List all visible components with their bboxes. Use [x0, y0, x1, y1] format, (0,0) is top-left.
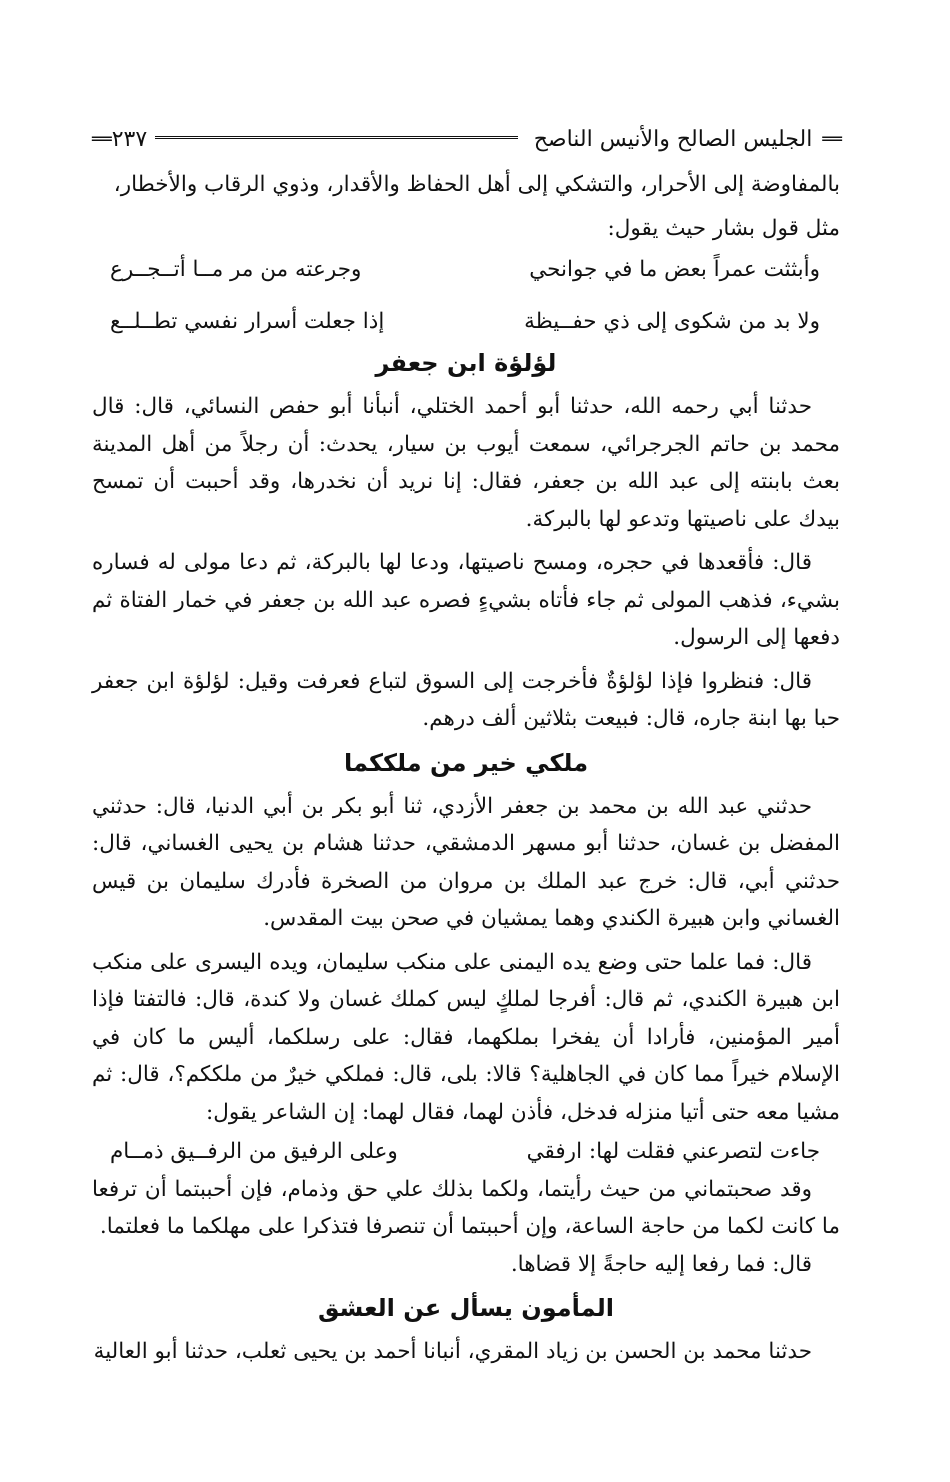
paragraph: حدثنا أبي رحمه الله، حدثنا أبو أحمد الختلي، أنبأنا أبو حفص النسائي، قال: قال محمد بن حاتم الجرجرائي، سمعت أيوب بن سيار، يحدث: أن رجلاً من أهل المدينة بعث بابنته إلى عبد الله بن جعفر، فقال: إنا نريد أن نخدرها، وقد أحببت أن تمسح بيدك على ناصيتها وتدعو لها بالبركة. [92, 394, 840, 532]
poem-verse-2 [92, 303, 840, 341]
paragraph: حدثني عبد الله بن محمد بن جعفر الأزدي، ثنا أبو بكر بن أبي الدنيا، قال: حدثني المفضل بن غسان، حدثنا أبو مسهر الدمشقي، حدثنا هشام بن يحيى الغساني، قال: حدثني أبي، قال: خرج عبد الملك بن مروان من الصخرة فأدرك سليمان بن قيس الغساني وابن هبيرة الكندي وهما يمشيان في صحن بيت المقدس. [92, 793, 840, 931]
page-number: ٢٣٧ [111, 126, 148, 152]
intro-line-1: بالمفاوضة إلى الأحرار، والتشكي إلى أهل الحفاظ والأقدار، وذوي الرقاب والأخطار، [113, 172, 840, 197]
section-heading: لؤلؤة ابن جعفر [375, 349, 557, 377]
verse-hemistich-left: وعلى الرفيق من الرفــيق ذمــام [110, 1139, 398, 1164]
paragraph: حدثنا محمد بن الحسن بن زياد المقري، أنبانا أحمد بن يحيى ثعلب، حدثنا أبو العالية [93, 1339, 812, 1364]
paragraph: قال: فما علما حتى وضع يده اليمنى على منكب سليمان، ويده اليسرى على منكب ابن هبيرة الكندي، ثم قال: أفرجا لملكٍ ليس كملك غسان ولا كندة، قال: فالتفتا فإذا أمير المؤمنين، فأرادا أن يفخرا بملكهما، فقال: على رسلكما، أليس ما كان في الإسلام خيراً مما كان في الجاهلية؟ قالا: بلى، قال: فملكي خيرٌ من ملككم؟، قال: ثم مشيا معه حتى أتيا منزله فدخل، فأذن لهما، فقال لهما: إن الشاعر يقول: [92, 949, 840, 1125]
paragraph: قال: فنظروا فإذا لؤلؤةٌ فأخرجت إلى السوق لتباع فعرفت وقيل: لؤلؤة ابن جعفر حبا بها ابنة جاره، قال: فبيعت بثلاثين ألف درهم. [92, 668, 840, 731]
poem-verse-3 [92, 1133, 840, 1171]
intro-line-2: مثل قول بشار حيث يقول: [607, 215, 840, 241]
paragraph: قال: فأقعدها في حجره، ومسح ناصيتها، ودعا لها بالبركة، ثم دعا مولى له فساره بشيء، فذهب المولى ثم جاء فأتاه بشيءٍ فصره عبد الله بن جعفر في خمار الفتاة ثم دفعها إلى الرسول. [92, 550, 840, 650]
verse-hemistich-left: وجرعته من مر مــا أتــجــرع [110, 257, 362, 282]
header-rule-right: ══ [822, 128, 840, 150]
section-heading: ملكي خير من ملككما [343, 748, 589, 777]
header-title: الجليس الصالح والأنيس الناصح [533, 126, 813, 152]
verse-hemistich-right: جاءت لتصرعني فقلت لها: ارفقي [526, 1139, 820, 1164]
page-body [92, 166, 840, 1377]
section-heading: المأمون يسأل عن العشق [318, 1294, 614, 1322]
running-header [92, 122, 840, 156]
header-rule-middle [155, 136, 518, 142]
verse-hemistich-right: ولا بد من شكوى إلى ذي حفــيظة [524, 308, 820, 334]
header-rule-left: ══ [92, 128, 110, 150]
verse-hemistich-right: وأبثثت عمراً بعض ما في جوانحي [529, 257, 820, 282]
paragraph: وقد صحبتماني من حيث رأيتما، ولكما بذلك علي حق وذمام، فإن أحببتما أن ترفعا ما كانت لكما من حاجة الساعة، وإن أحببتما أن تنصرفا فتذكرا على مهلكما ما فعلتما. [92, 1176, 840, 1239]
paragraph: قال: فما رفعا إليه حاجةً إلا قضاها. [510, 1251, 812, 1277]
verse-hemistich-left: إذا جعلت أسرار نفسي تطــلــع [110, 308, 385, 334]
poem-verse-1 [92, 251, 840, 289]
